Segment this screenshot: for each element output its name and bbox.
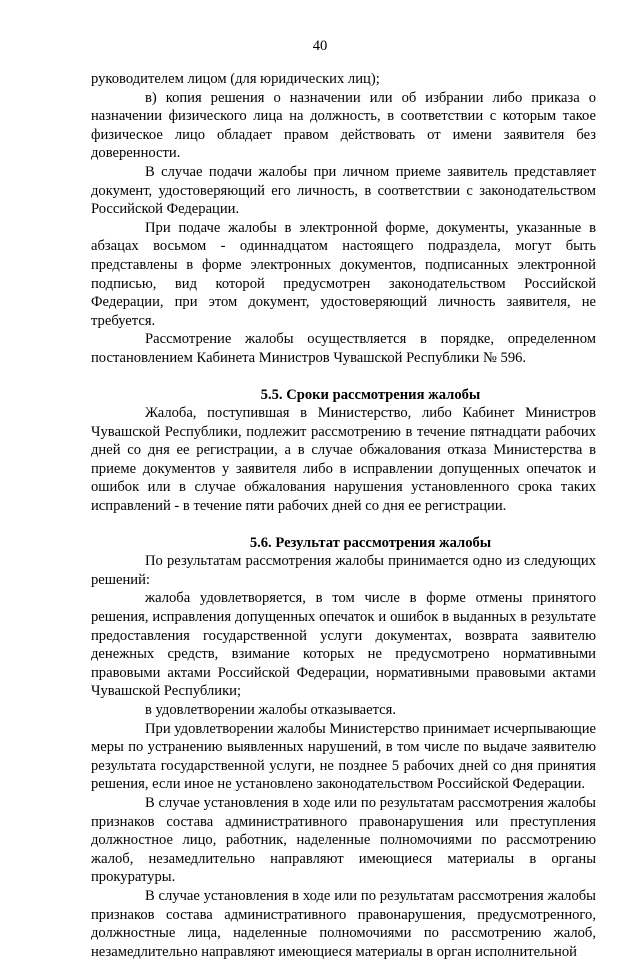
paragraph: При удовлетворении жалобы Министерство принимает исчерпывающие меры по устранению выявленных нарушений, в том числе по выдаче заявителю результата государственной услуги, не позднее 5 рабочих дней со дня принятия решения, если иное не установлено законодательством Российской Федерации.: [91, 720, 596, 793]
paragraph: жалоба удовлетворяется, в том числе в форме отмены принятого решения, исправления допущенных опечаток и ошибок в выданных в результате предоставления государственной услуги документах, возврата заявителю денежных средств, взимание которых не предусмотрено нормативными правовыми актами Российской Федерации, нормативными правовыми актами Чувашской Республики;: [91, 590, 596, 700]
document-body: [91, 70, 596, 961]
paragraph: в) копия решения о назначении или об избрании либо приказа о назначении физического лица на должность, в соответствии с которым такое физическое лицо обладает правом действовать от имени заявителя без доверенности.: [91, 89, 596, 162]
paragraph: По результатам рассмотрения жалобы принимается одно из следующих решений:: [91, 553, 596, 588]
paragraph: Рассмотрение жалобы осуществляется в порядке, определенном постановлением Кабинета Министров Чувашской Республики № 596.: [91, 331, 596, 366]
page-number: 40: [312, 38, 328, 54]
spacer: [91, 516, 596, 534]
paragraph: В случае подачи жалобы при личном приеме заявитель представляет документ, удостоверяющий его личность, в соответствии с законодательством Российской Федерации.: [91, 163, 596, 218]
paragraph: При подаче жалобы в электронной форме, документы, указанные в абзацах восьмом - одиннадцатом настоящего подраздела, могут быть представлены в форме электронных документов, подписанных электронной подписью, вид которой предусмотрен законодательством Российской Федерации, при этом документ, удостоверяющий личность заявителя, не требуется.: [91, 219, 596, 329]
paragraph: В случае установления в ходе или по результатам рассмотрения жалобы признаков состава административного правонарушения, предусмотренного, должностные лица, наделенные полномочиями по рассмотрению жалоб, незамедлительно направляют имеющиеся материалы в орган исполнительной: [91, 887, 596, 960]
paragraph: Жалоба, поступившая в Министерство, либо Кабинет Министров Чувашской Республики, подлежит рассмотрению в течение пятнадцати рабочих дней со дня ее регистрации, а в случае обжалования отказа Министерства в приеме документов у заявителя либо в исправлении допущенных опечаток и ошибок или в случае обжалования нарушения установленного срока таких исправлений - в течение пяти рабочих дней со дня ее регистрации.: [91, 405, 596, 515]
paragraph: руководителем лицом (для юридических лиц);: [91, 71, 380, 87]
section-heading-5-6: 5.6. Результат рассмотрения жалобы: [249, 534, 492, 551]
paragraph: В случае установления в ходе или по результатам рассмотрения жалобы признаков состава административного правонарушения или преступления должностное лицо, работник, наделенные полномочиями по рассмотрению жалоб, незамедлительно направляют имеющиеся материалы в органы прокуратуры.: [91, 794, 596, 886]
section-heading-5-5: 5.5. Сроки рассмотрения жалобы: [260, 386, 481, 403]
spacer: [91, 368, 596, 386]
paragraph: в удовлетворении жалобы отказывается.: [145, 702, 397, 718]
